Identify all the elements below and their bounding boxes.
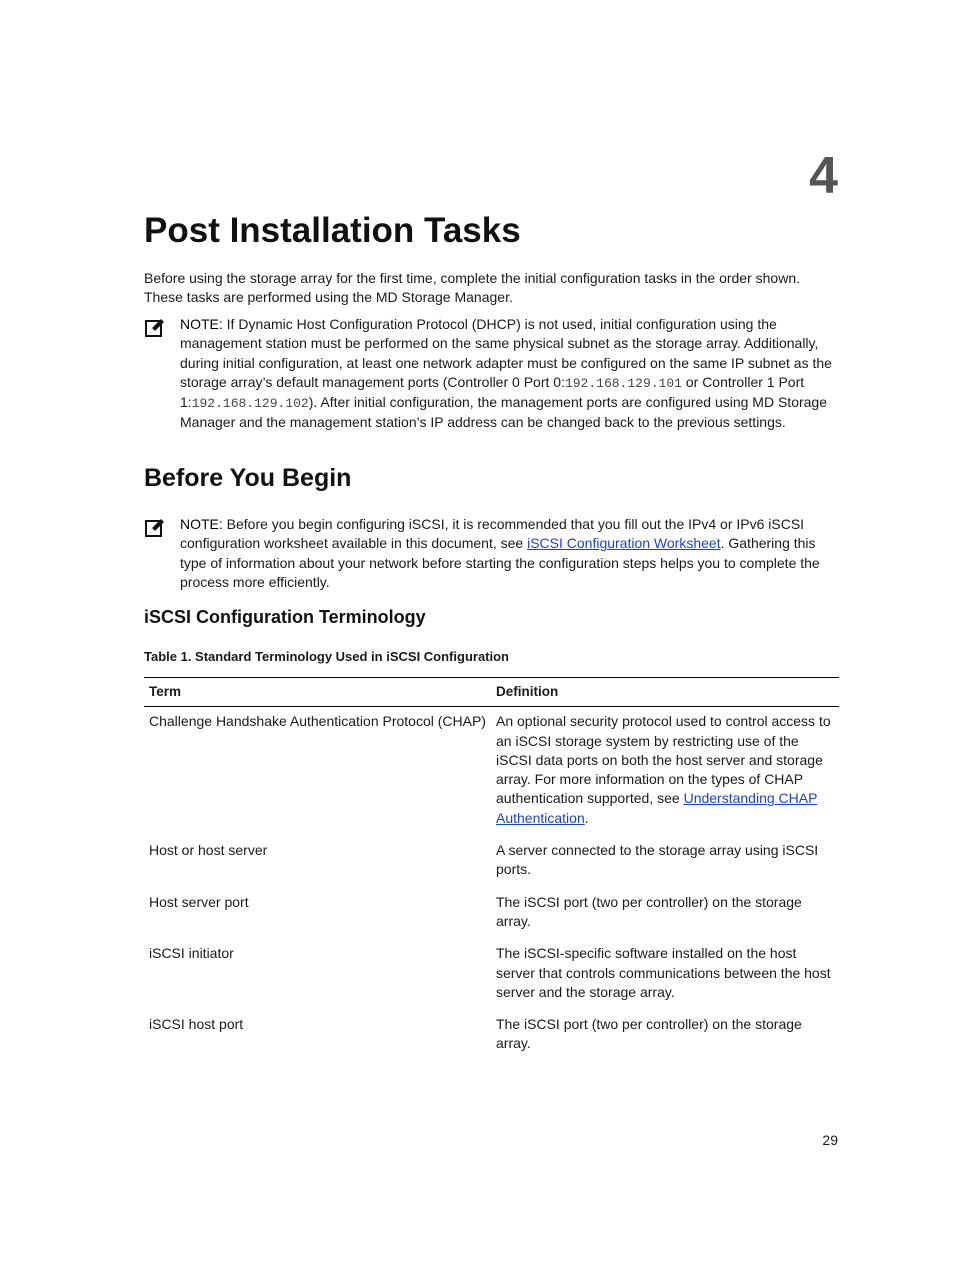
term-cell: Challenge Handshake Authentication Protocol (CHAP) [149,713,486,730]
chapter-title: Post Installation Tasks [144,211,521,250]
intro-paragraph: Before using the storage array for the first time, complete the initial configuration tasks in the order shown. These tasks are performed using the MD Storage Manager. [144,270,800,305]
ip-controller-0: 192.168.129.101 [564,375,682,391]
chapter-number: 4 [809,147,838,205]
note-pencil-icon [144,517,166,539]
subsection-title: iSCSI Configuration Terminology [144,607,426,627]
table-caption: Table 1. Standard Terminology Used in iSCSI Configuration [144,649,509,664]
note-body-a: Before you begin configuring iSCSI, it is recommended that you fill out the IPv4 or IPv6 iSCSI configuration worksheet available in this document, see [180,516,805,552]
table-row [144,1011,839,1063]
definition-text: An optional security protocol used to control access to an iSCSI storage system by restricting use of the iSCSI data ports on both the host server and storage array. For more information on the types of CHAP authentication supported, see [496,713,831,807]
term-cell: Host server port [149,893,249,910]
note-body-b: . Gathering this type of information about your network before starting the configuration steps helps you to complete the process more efficiently. [180,535,820,590]
definition-end: . [584,809,589,826]
table-row [144,940,839,1011]
table-row [144,837,839,889]
terminology-table [144,677,839,1063]
header-definition: Definition [491,678,839,707]
section-title: Before You Begin [144,464,352,492]
note-pencil-icon [144,317,166,339]
term-cell: Host or host server [149,842,268,859]
term-cell: iSCSI host port [149,1016,244,1033]
definition-cell [491,707,839,837]
table-row [144,889,839,941]
table-header-row [144,678,839,707]
note-body-b: or Controller 1 Port 1: [180,373,805,411]
definition-cell: The iSCSI port (two per controller) on the storage array. [496,893,802,929]
note-text [180,315,839,433]
note-label: NOTE: [180,316,223,332]
ip-controller-1: 192.168.129.102 [191,396,309,412]
worksheet-link[interactable]: iSCSI Configuration Worksheet [527,535,721,552]
chap-authentication-link[interactable]: Understanding CHAP Authentication [496,790,818,826]
note-text [180,515,839,592]
header-term: Term [144,678,491,707]
note-body-a: If Dynamic Host Configuration Protocol (DHCP) is not used, initial configuration using the management station must be performed on the same physical subnet as the storage array. Additionally, during initial configuration, at least one network adapter must be configured on the same IP subnet as the storage array’s default management ports (Controller 0 Port 0: [180,316,832,390]
definition-cell: The iSCSI port (two per controller) on the storage array. [496,1016,802,1052]
note-label: NOTE: [180,516,223,532]
page-number: 29 [822,1132,838,1148]
definition-cell: The iSCSI-specific software installed on the host server that controls communications between the host server and the storage array. [496,945,831,1000]
term-cell: iSCSI initiator [149,945,234,962]
table-row [144,707,839,837]
note-body-c: ). After initial configuration, the management ports are configured using MD Storage Manager and the management station’s IP address can be changed back to the previous settings. [180,394,827,431]
definition-cell: A server connected to the storage array using iSCSI ports. [496,842,819,878]
